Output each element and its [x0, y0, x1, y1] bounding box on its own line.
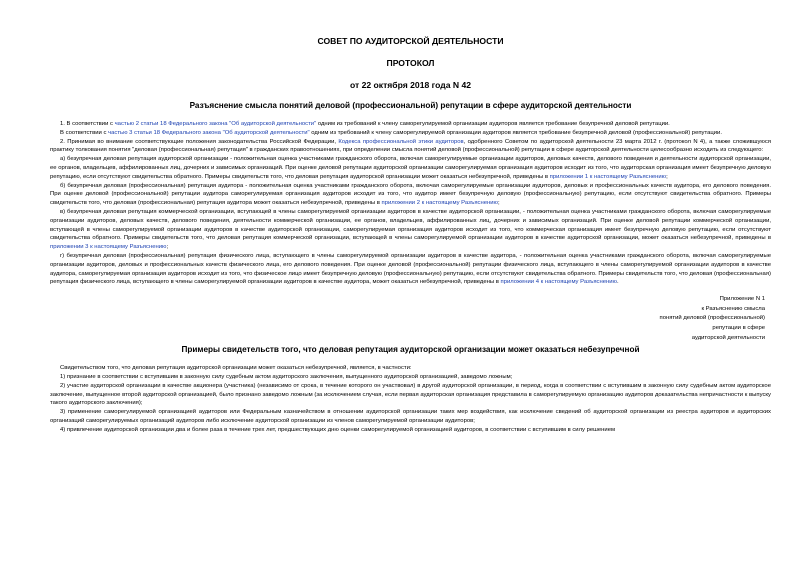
paragraph-3 [50, 138, 771, 156]
appendix-2-link[interactable]: приложении 2 к настоящему Разъяснению [381, 200, 498, 207]
law-link-part2-art18[interactable]: частью 2 статьи 18 Федерального закона "Об аудиторской деятельности" [114, 121, 317, 127]
paragraph-text: а) безупречная деловая репутация аудиторской организации - положительная оценка участниками гражданского оборота, включая саморегулируемые организации аудиторов, деловых качеств, делового поведения и деятельности аудиторской организации, ее органов, владельцев, аффилированных лиц, дочерних и зависимых организаций. При оценке деловой репутации аудиторской организации саморегулируемая организация аудиторов исходит из того, что аудиторская организация имеет безупречную деловую репутацию, если отсутствуют свидетельства обратного. Примеры свидетельств того, что деловая репутация аудиторской организации может оказаться небезупречной, приведены в [50, 156, 771, 180]
appendix-title: Примеры свидетельств того, что деловая репутация аудиторской организации может оказаться небезупречной [181, 345, 640, 355]
paragraph-6 [50, 208, 771, 252]
paragraph-text: ; [497, 200, 500, 207]
appendix-caption-line: аудиторской деятельности [691, 334, 765, 341]
paragraph-text: б) безупречная деловая (профессиональная) репутация аудитора - положительная оценка участниками гражданского оборота, включая саморегулируемые организации аудиторов, деловых и профессиональных качеств аудитора, его делового поведения. При оценке деловой (профессиональной) репутации аудитора саморегулируемая организация аудиторов исходит из того, что аудитор имеет безупречную деловую (профессиональную) репутацию, если отсутствуют свидетельства обратного. Примеры свидетельств того, что деловая (профессиональная) репутация аудитора может оказаться небезупречной, приведены в [50, 182, 771, 207]
appendix-number: Приложение N 1 [719, 296, 765, 303]
appendix-item-2: 2) участие аудиторской организации в качестве акционера (участника) (независимо от срока, в течение которого он участвовал) в другой аудиторской организации, в период, когда в соответствии с вступившим в законную силу судебным актом аудиторское заключение, выпущенное второй аудиторской организацией, было признано заведомо ложным (за исключением случая, если первая аудиторская организация представила в саморегулируемую организацию аудиторов доказательства непричастности к выпуску такого аудиторского заключения); [50, 382, 771, 407]
appendix-intro: Свидетельством того, что деловая репутация аудиторской организации может оказаться небезупречной, является, в частности: [60, 365, 412, 372]
paragraph-text: ; [166, 244, 169, 251]
paragraph-2 [50, 129, 771, 138]
appendix-caption-line: к Разъяснению смысла [701, 305, 765, 312]
paragraph-4 [50, 155, 771, 181]
appendix-1-link[interactable]: приложении 1 к настоящему Разъяснению [549, 173, 667, 180]
protocol-body [50, 120, 771, 287]
law-link-part3-art18[interactable]: частью 3 статьи 18 Федерального закона "Об аудиторской деятельности" [108, 129, 310, 136]
paragraph-7 [50, 252, 771, 287]
appendix-caption-line: понятий деловой (профессиональной) [659, 315, 765, 322]
paragraph-text: одним из требований к члену саморегулируемой организации аудиторов является требование безупречной деловой (профессиональной) репутации. [309, 129, 722, 136]
appendix-item-1: 1) признание в соответствии с вступившим в законную силу судебным актом аудиторского заключения, выпущенного аудиторской организацией, заведомо ложным; [60, 373, 513, 380]
appendix-caption-line: репутации в сфере [712, 324, 765, 331]
paragraph-1 [50, 120, 771, 129]
appendix-3-link[interactable]: приложении 3 к настоящему Разъяснению [50, 244, 167, 251]
appendix-item-3: 3) применение саморегулируемой организацией аудиторов или Федеральным казначейством в отношении аудиторской организации таких мер воздействия, как исключение сведений об аудиторской организации из реестра аудиторов и аудиторских организаций саморегулируемых организаций аудиторов либо исключение аудиторской организации из членов саморегулируемой организации аудиторов; [50, 409, 771, 424]
protocol-subject: Разъяснение смысла понятий деловой (профессиональной) репутации в сфере аудиторской деятельности [189, 101, 632, 110]
appendix-item-4: 4) привлечение аудиторской организации два и более раза в течение трех лет, предшествующих дню оценки саморегулируемой организацией аудиторов, в соответствии с вступившим в силу решением [60, 426, 616, 433]
protocol-date: от 22 октября 2018 года N 42 [349, 80, 472, 90]
paragraph-text: , одобренного Советом по аудиторской деятельности 23 марта 2012 г. (протокол N 4), а также сложившуюся практику толкования понятия "деловая (профессиональная) репутация" в гражданских правоотношениях, при определении смысла понятий деловой (профессиональной) репутации в сфере аудиторской деятельности целесообразно исходить из следующего: [50, 138, 771, 154]
protocol-title: ПРОТОКОЛ [386, 58, 435, 68]
appendix-header [50, 295, 771, 343]
appendix-body [50, 364, 771, 434]
appendix-4-link[interactable]: приложении 4 к настоящему Разъяснению [500, 279, 617, 286]
paragraph-text: одним из требований к члену саморегулируемой организации аудиторов является требование безупречной деловой репутации. [316, 121, 670, 127]
paragraph-text: . [616, 279, 619, 286]
paragraph-text: в) безупречная деловая репутация коммерческой организации, вступающей в члены саморегулируемой организации аудиторов в качестве аудиторской организации, - положительная оценка участниками гражданского оборота, включая саморегулируемые организации аудиторов, деловых качеств, делового поведения, деятельности коммерческой организации, ее органов, владельцев, аффилированных лиц, дочерних и зависимых организаций. При оценке деловой репутации коммерческой организации, вступающей в члены саморегулируемой организации аудиторов в качестве аудиторской организации, саморегулируемая организация аудиторов исходит из того, что коммерческая организация имеет безупречную деловую репутацию, если отсутствуют свидетельства обратного. Примеры свидетельств того, что деловая репутация коммерческой организации, вступающей в члены саморегулируемой организации аудиторов в качестве аудиторской организации, может оказаться небезупречной, приведены в [50, 208, 771, 242]
council-title: СОВЕТ ПО АУДИТОРСКОЙ ДЕЯТЕЛЬНОСТИ [317, 36, 504, 46]
paragraph-text: 1. В соответствии с [60, 121, 115, 127]
paragraph-text: ; [666, 173, 668, 180]
ethics-code-link[interactable]: Кодекса профессиональной этики аудиторов [338, 138, 464, 145]
paragraph-text: 2. Принимая во внимание соответствующие положения законодательства Российской Федерации, [60, 138, 339, 145]
paragraph-text: В соответствии с [60, 129, 109, 136]
paragraph-5 [50, 182, 771, 208]
paragraph-text: г) безупречная деловая (профессиональная) репутация физического лица, вступающего в члены саморегулируемой организации аудиторов в качестве аудитора, - положительная оценка участниками гражданского оборота, включая саморегулируемые организации аудиторов, деловых и профессиональных качеств физического лица, его делового поведения. При оценке деловой (профессиональной) репутации физического лица, вступающего в члены саморегулируемой организации аудиторов в качестве аудитора, саморегулируемая организация аудиторов исходит из того, что физическое лицо имеет безупречную деловую (профессиональную) репутацию, если отсутствуют свидетельства обратного. Примеры свидетельств того, что деловая (профессиональная) репутация физического лица, вступающего в члены саморегулируемой организации аудиторов в качестве аудитора, может оказаться небезупречной, приведены в [50, 252, 771, 286]
